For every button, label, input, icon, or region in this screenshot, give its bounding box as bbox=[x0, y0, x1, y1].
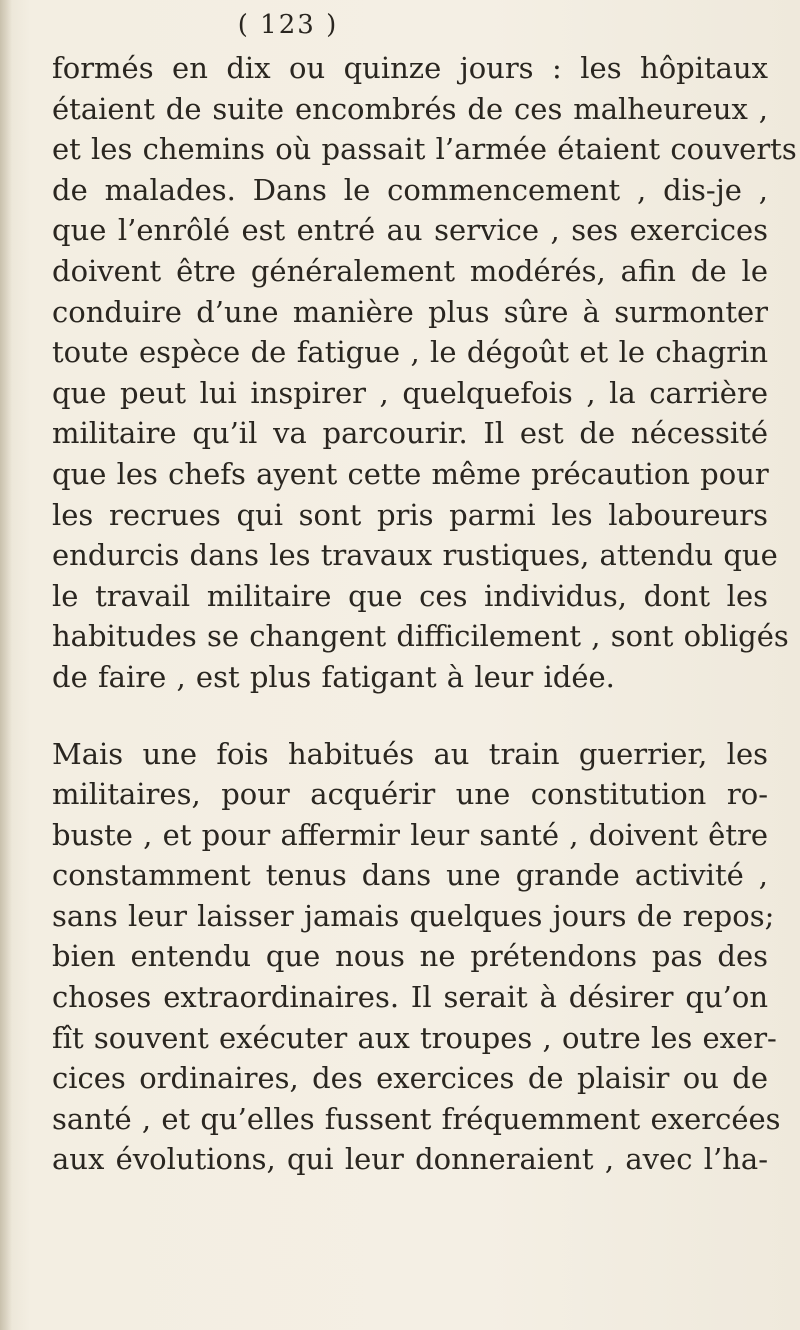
text-line: endurcis dans les travaux rustiques, attendu que bbox=[52, 538, 778, 573]
text-line: et les chemins où passait l’armée étaient couverts bbox=[52, 132, 797, 167]
text-line: buste , et pour affermir leur santé , doivent être bbox=[52, 817, 768, 852]
text-line: fît souvent exécuter aux troupes , outre les exer- bbox=[52, 1020, 777, 1055]
text-line: santé , et qu’elles fussent fréquemment exercées bbox=[52, 1101, 781, 1136]
page-number: ( 123 ) bbox=[237, 10, 339, 40]
text-line: cices ordinaires, des exercices de plaisir ou de bbox=[52, 1061, 768, 1096]
text-line: que l’enrôlé est entré au service , ses exercices bbox=[52, 213, 768, 248]
spine-shadow bbox=[0, 0, 12, 1330]
text-line: de faire , est plus fatigant à leur idée. bbox=[52, 659, 615, 694]
text-line: bien entendu que nous ne prétendons pas des bbox=[52, 939, 768, 974]
text-line: aux évolutions, qui leur donneraient , avec l’ha- bbox=[52, 1142, 768, 1177]
text-line: habitudes se changent difficilement , sont obligés bbox=[52, 619, 789, 654]
text-line: constamment tenus dans une grande activité , bbox=[52, 858, 768, 893]
text-line: toute espèce de fatigue , le dégoût et le chagrin bbox=[52, 335, 768, 370]
text-line: militaires, pour acquérir une constitution ro- bbox=[52, 777, 768, 812]
text-line: de malades. Dans le commencement , dis-je , bbox=[52, 172, 768, 207]
text-line: Mais une fois habitués au train guerrier, les bbox=[52, 736, 768, 771]
text-line: conduire d’une manière plus sûre à surmonter bbox=[52, 294, 768, 329]
text-line: militaire qu’il va parcourir. Il est de nécessité bbox=[52, 416, 768, 451]
text-line: formés en dix ou quinze jours : les hôpitaux bbox=[52, 51, 768, 85]
paragraph-2 bbox=[52, 734, 781, 1181]
text-line: sans leur laisser jamais quelques jours de repos; bbox=[52, 898, 775, 933]
text-line: étaient de suite encombrés de ces malheureux , bbox=[52, 91, 768, 126]
text-line: le travail militaire que ces individus, dont les bbox=[52, 578, 768, 613]
text-line: que les chefs ayent cette même précaution pour bbox=[52, 456, 769, 491]
paragraph-1 bbox=[52, 48, 797, 698]
body-text bbox=[52, 48, 797, 1180]
paragraph-break bbox=[52, 698, 768, 734]
text-line: que peut lui inspirer , quelquefois , la carrière bbox=[52, 375, 768, 410]
text-line: doivent être généralement modérés, afin de le bbox=[52, 253, 768, 288]
text-line: choses extraordinaires. Il serait à désirer qu’on bbox=[52, 980, 768, 1015]
text-line: les recrues qui sont pris parmi les laboureurs bbox=[52, 497, 768, 532]
